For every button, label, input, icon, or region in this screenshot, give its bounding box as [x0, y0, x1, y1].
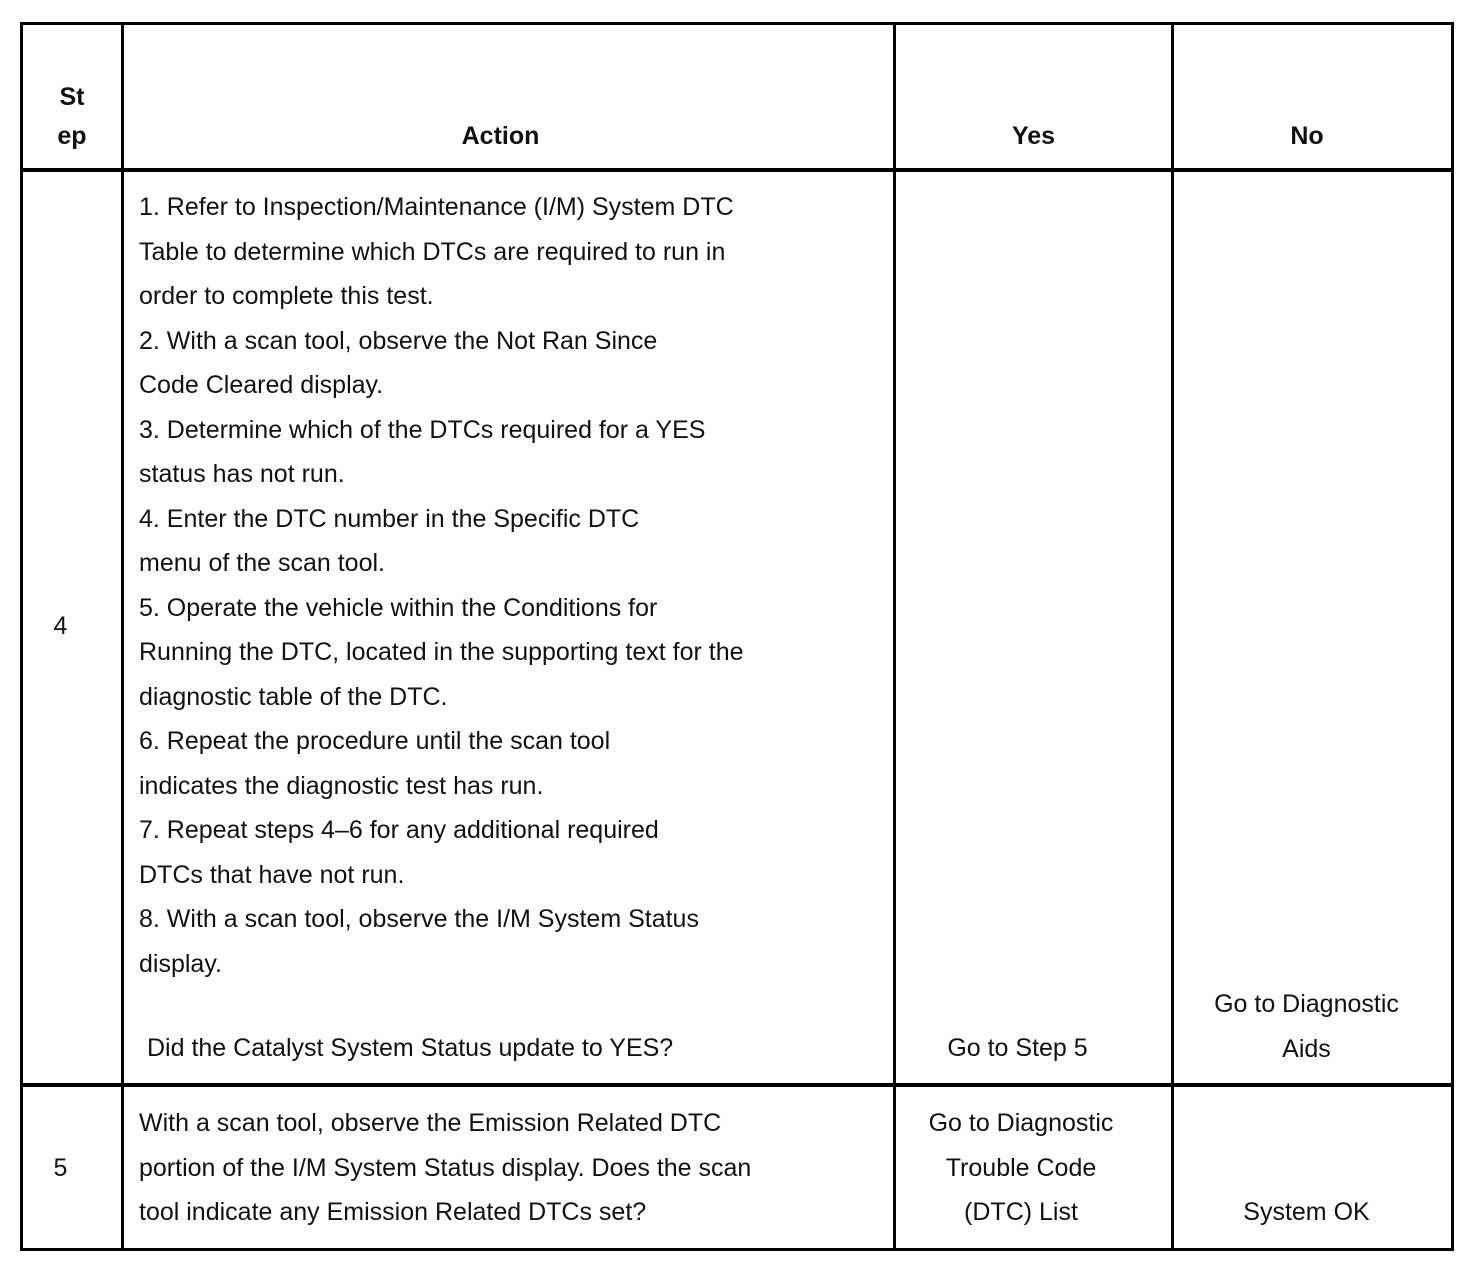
- row4-action-line: Table to determine which DTCs are required to run in: [139, 237, 726, 266]
- row5-step: 5: [53, 1154, 68, 1182]
- header-bottom-border: [20, 168, 1454, 172]
- row4-step: 4: [53, 612, 68, 640]
- table-bottom-border: [20, 1248, 1454, 1251]
- header-action: Action: [461, 122, 540, 150]
- row4-action-line: order to complete this test.: [139, 282, 434, 310]
- row4-action-line: indicates the diagnostic test has run.: [139, 771, 544, 800]
- row4-action-line: 3. Determine which of the DTCs required for a YES: [139, 415, 706, 444]
- row4-action-line: 8. With a scan tool, observe the I/M System Status: [139, 905, 699, 933]
- row4-question: Did the Catalyst System Status update to YES?: [147, 1034, 674, 1062]
- row5-yes-line1: Go to Diagnostic: [928, 1109, 1114, 1137]
- row5-no: System OK: [1243, 1198, 1370, 1226]
- row4-action-line: DTCs that have not run.: [139, 860, 405, 889]
- row5-yes-line2: Trouble Code: [945, 1153, 1097, 1182]
- row5-action-line: With a scan tool, observe the Emission Related DTC: [139, 1109, 722, 1137]
- row4-action: [139, 185, 879, 986]
- row5-action-line: portion of the I/M System Status display. Does the scan: [139, 1153, 752, 1182]
- header-step: [23, 78, 121, 156]
- row4-yes: Go to Step 5: [947, 1034, 1088, 1062]
- row4-action-line: Running the DTC, located in the supporting text for the: [139, 638, 744, 666]
- table-right-border: [1451, 22, 1454, 1251]
- header-no: No: [1290, 122, 1324, 150]
- step-column-divider: [121, 22, 124, 1251]
- row4-action-line: 4. Enter the DTC number in the Specific DTC: [139, 504, 640, 533]
- row4-action-line: status has not run.: [139, 460, 345, 488]
- row4-no: [1174, 982, 1439, 1071]
- header-step-line1: St: [59, 83, 85, 111]
- row4-bottom-border: [20, 1083, 1454, 1087]
- row4-action-line: menu of the scan tool.: [139, 549, 385, 577]
- row5-yes: [896, 1101, 1146, 1235]
- row4-action-line: 2. With a scan tool, observe the Not Ran Since: [139, 326, 658, 355]
- row4-no-line1: Go to Diagnostic: [1214, 990, 1399, 1018]
- row4-no-line2: Aids: [1282, 1034, 1331, 1063]
- row5-action-line: tool indicate any Emission Related DTCs set?: [139, 1198, 647, 1226]
- diagnostic-table: [20, 22, 1454, 1251]
- header-step-line2: ep: [57, 122, 87, 150]
- row5-action: [139, 1101, 751, 1235]
- row4-action-line: 5. Operate the vehicle within the Conditions for: [139, 593, 658, 622]
- row4-action-line: 6. Repeat the procedure until the scan tool: [139, 727, 611, 755]
- row4-action-line: Code Cleared display.: [139, 371, 384, 399]
- row4-action-line: 7. Repeat steps 4–6 for any additional required: [139, 816, 659, 844]
- header-yes: Yes: [1011, 122, 1056, 150]
- row5-yes-line3: (DTC) List: [964, 1198, 1078, 1226]
- table-top-border: [20, 22, 1454, 25]
- row4-action-line: 1. Refer to Inspection/Maintenance (I/M) System DTC: [139, 193, 734, 221]
- row4-action-line: display.: [139, 949, 222, 978]
- row4-action-line: diagnostic table of the DTC.: [139, 682, 448, 711]
